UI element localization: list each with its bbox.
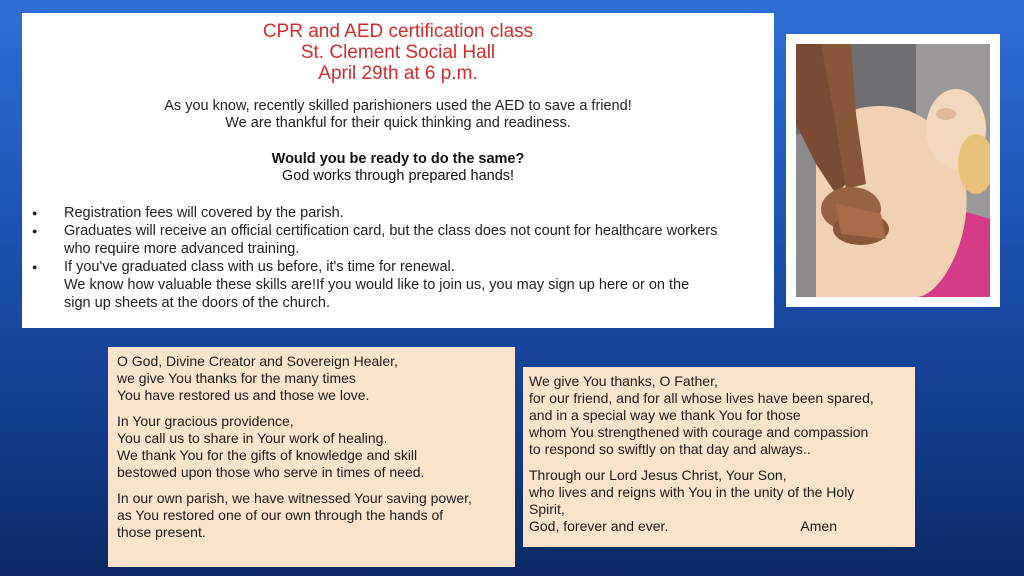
announcement-title bbox=[22, 21, 774, 84]
title-line-class: CPR and AED certification class bbox=[262, 21, 534, 42]
intro-line: We are thankful for their quick thinking and readiness. bbox=[225, 115, 571, 131]
prayer-paragraph bbox=[117, 413, 506, 481]
prayer-line: Through our Lord Jesus Christ, Your Son, bbox=[529, 467, 787, 483]
prayer-line: and in a special way we thank You for those bbox=[529, 407, 801, 423]
prayer-line: You call us to share in Your work of healing. bbox=[117, 430, 388, 446]
prayer-closing: God, forever and ever. bbox=[529, 518, 669, 534]
list-item: ● Registration fees will covered by the parish. bbox=[32, 204, 772, 222]
prayer-line: as You restored one of our own through the hands of bbox=[117, 507, 444, 523]
list-item: ● Graduates will receive an official certification card, but the class does not count for healthcare workers bbox=[32, 222, 772, 240]
prayer-line: for our friend, and for all whose lives have been spared, bbox=[529, 390, 874, 406]
list-item-continuation: sign up sheets at the doors of the church. bbox=[64, 295, 330, 311]
prayer-line: O God, Divine Creator and Sovereign Healer, bbox=[117, 353, 398, 369]
announcement-question-block bbox=[22, 151, 774, 185]
prayer-line: those present. bbox=[117, 524, 206, 540]
prayer-line: In our own parish, we have witnessed Your saving power, bbox=[117, 490, 472, 506]
prayer-line: Spirit, bbox=[529, 501, 565, 517]
list-item-continuation: We know how valuable these skills are!If you would like to join us, you may sign up here or on the bbox=[64, 277, 690, 293]
list-item-continuation: who require more advanced training. bbox=[64, 241, 300, 257]
details-list bbox=[32, 204, 772, 312]
prayer-line: We thank You for the gifts of knowledge and skill bbox=[117, 447, 418, 463]
prayer-paragraph bbox=[529, 467, 909, 535]
ready-question: Would you be ready to do the same? bbox=[271, 151, 525, 167]
prayer-card-right bbox=[523, 367, 915, 547]
title-line-venue: St. Clement Social Hall bbox=[300, 42, 496, 63]
prayer-paragraph bbox=[529, 373, 909, 458]
prayer-line: whom You strengthened with courage and compassion bbox=[529, 424, 869, 440]
prayer-closing-row bbox=[529, 518, 909, 535]
cpr-photo-frame bbox=[786, 34, 1000, 307]
prayer-line: In Your gracious providence, bbox=[117, 413, 294, 429]
prayer-line: You have restored us and those we love. bbox=[117, 387, 370, 403]
announcement-intro bbox=[22, 98, 774, 132]
prayer-line: to respond so swiftly on that day and always.. bbox=[529, 441, 811, 457]
tagline: God works through prepared hands! bbox=[281, 168, 515, 184]
list-item: ● If you've graduated class with us before, it's time for renewal. bbox=[32, 258, 772, 276]
cpr-training-photo-icon bbox=[796, 44, 990, 297]
announcement-card bbox=[22, 13, 774, 328]
prayer-line: We give You thanks, O Father, bbox=[529, 373, 718, 389]
prayer-line: we give You thanks for the many times bbox=[117, 370, 356, 386]
prayer-amen: Amen bbox=[800, 518, 837, 534]
intro-line: As you know, recently skilled parishioners used the AED to save a friend! bbox=[164, 98, 632, 114]
prayer-paragraph bbox=[117, 353, 506, 404]
prayer-paragraph bbox=[117, 490, 506, 541]
prayer-card-left bbox=[108, 347, 515, 567]
prayer-line: who lives and reigns with You in the unity of the Holy bbox=[529, 484, 855, 500]
title-line-date: April 29th at 6 p.m. bbox=[318, 63, 478, 84]
prayer-line: bestowed upon those who serve in times of need. bbox=[117, 464, 425, 480]
